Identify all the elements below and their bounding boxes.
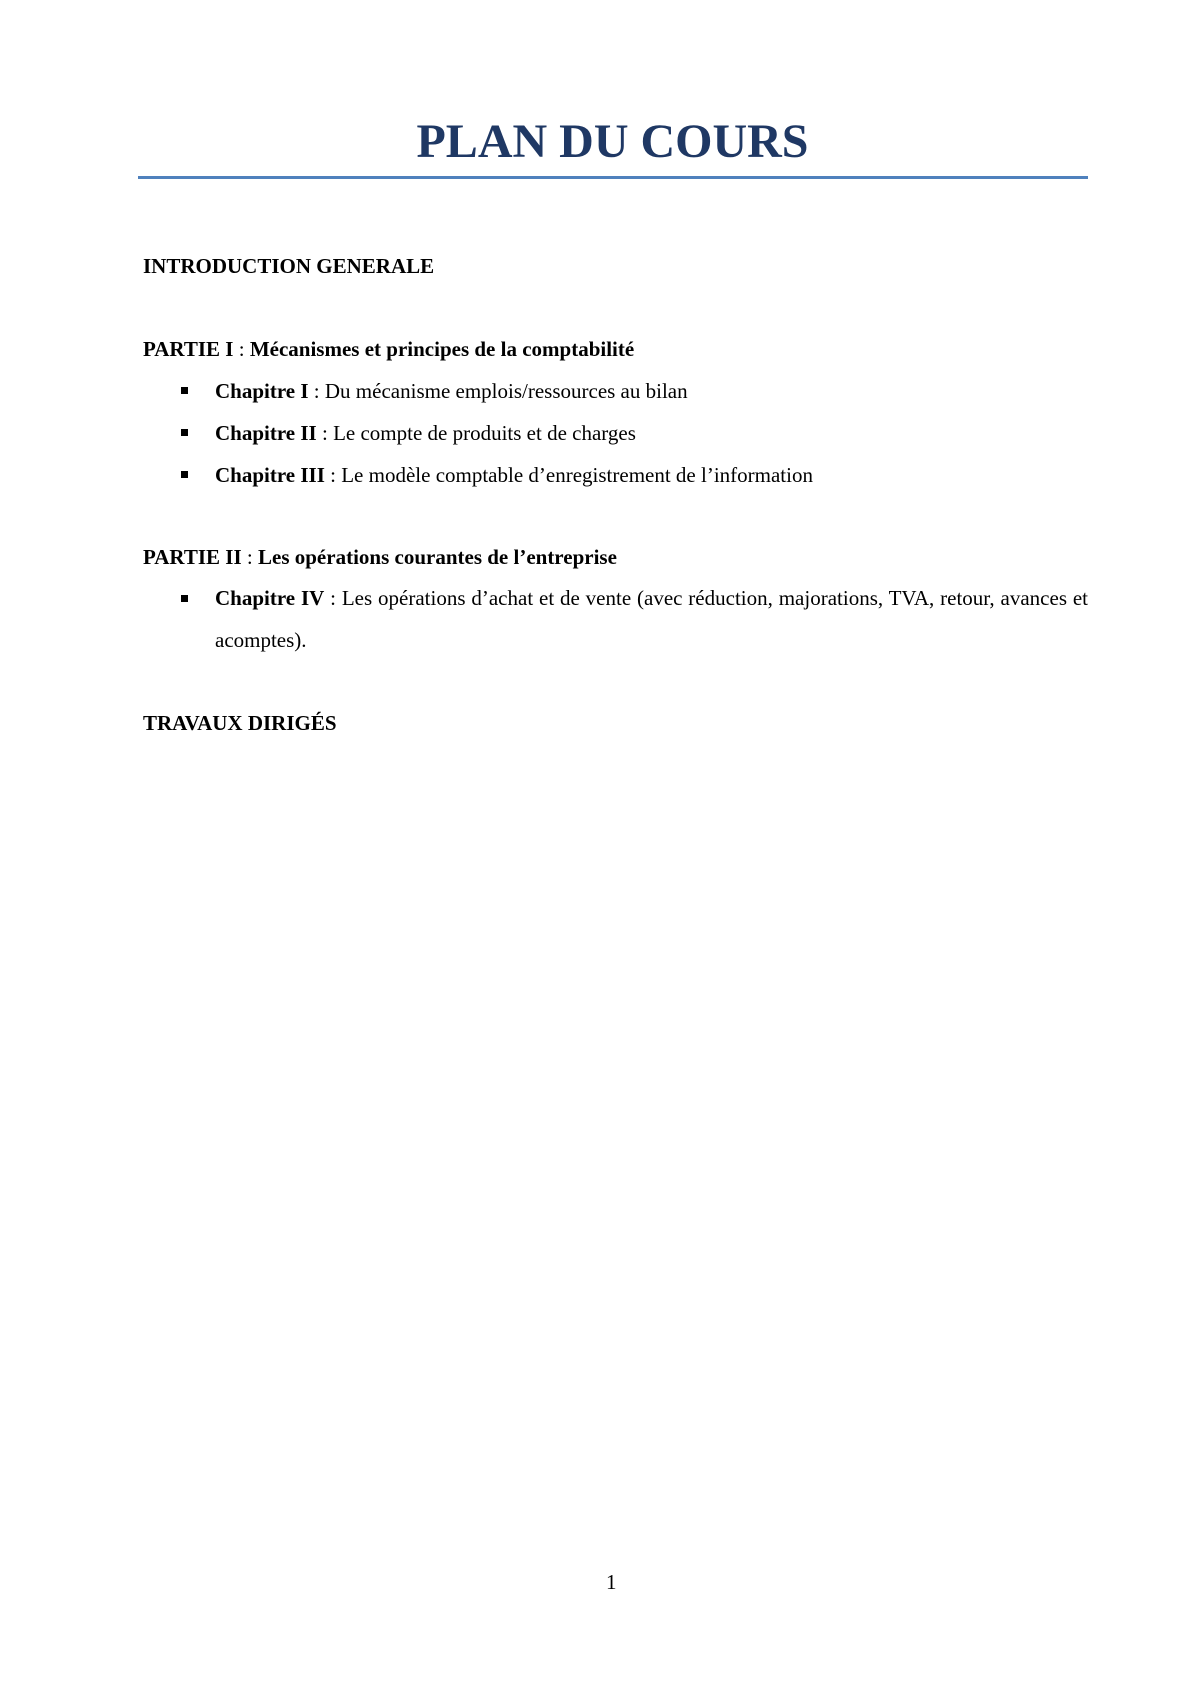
part-sep: : <box>241 545 258 569</box>
chapter-sep: : <box>316 421 334 445</box>
bullet-icon <box>181 429 188 436</box>
title-underline <box>138 176 1088 179</box>
bullet-icon <box>181 387 188 394</box>
chapter-text: Du mécanisme emplois/ressources au bilan <box>324 379 688 403</box>
chapter-sep: : <box>324 586 342 610</box>
bullet-icon <box>181 595 188 602</box>
part-2-heading <box>143 545 617 570</box>
part-title: Mécanismes et principes de la comptabilité <box>249 337 635 361</box>
chapter-text: Le compte de produits et de charges <box>333 421 636 445</box>
chapter-sep: : <box>308 379 325 403</box>
chapter-label: Chapitre III <box>215 463 325 487</box>
chapter-label: Chapitre II <box>215 421 317 445</box>
chapter-4 <box>215 577 1088 661</box>
chapter-2 <box>215 421 636 446</box>
page-title: PLAN DU COURS <box>416 115 809 168</box>
chapter-sep: : <box>324 463 342 487</box>
intro-heading: INTRODUCTION GENERALE <box>143 254 435 278</box>
chapter-text: Le modèle comptable d’enregistrement de l’information <box>341 463 813 487</box>
td-heading: TRAVAUX DIRIGÉS <box>143 711 337 735</box>
part-label: PARTIE I <box>143 337 234 361</box>
part-sep: : <box>233 337 250 361</box>
chapter-label: Chapitre I <box>215 379 309 403</box>
chapter-text: Les opérations d’achat et de vente (avec réduction, majorations, TVA, retour, avances et acomptes). <box>215 586 1088 652</box>
chapter-label: Chapitre IV <box>215 586 325 610</box>
part-label: PARTIE II <box>143 545 242 569</box>
page-number: 1 <box>606 1570 617 1594</box>
chapter-1 <box>215 379 688 404</box>
chapter-3 <box>215 463 813 488</box>
bullet-icon <box>181 471 188 478</box>
part-title: Les opérations courantes de l’entreprise <box>258 545 617 569</box>
part-1-heading <box>143 337 634 362</box>
